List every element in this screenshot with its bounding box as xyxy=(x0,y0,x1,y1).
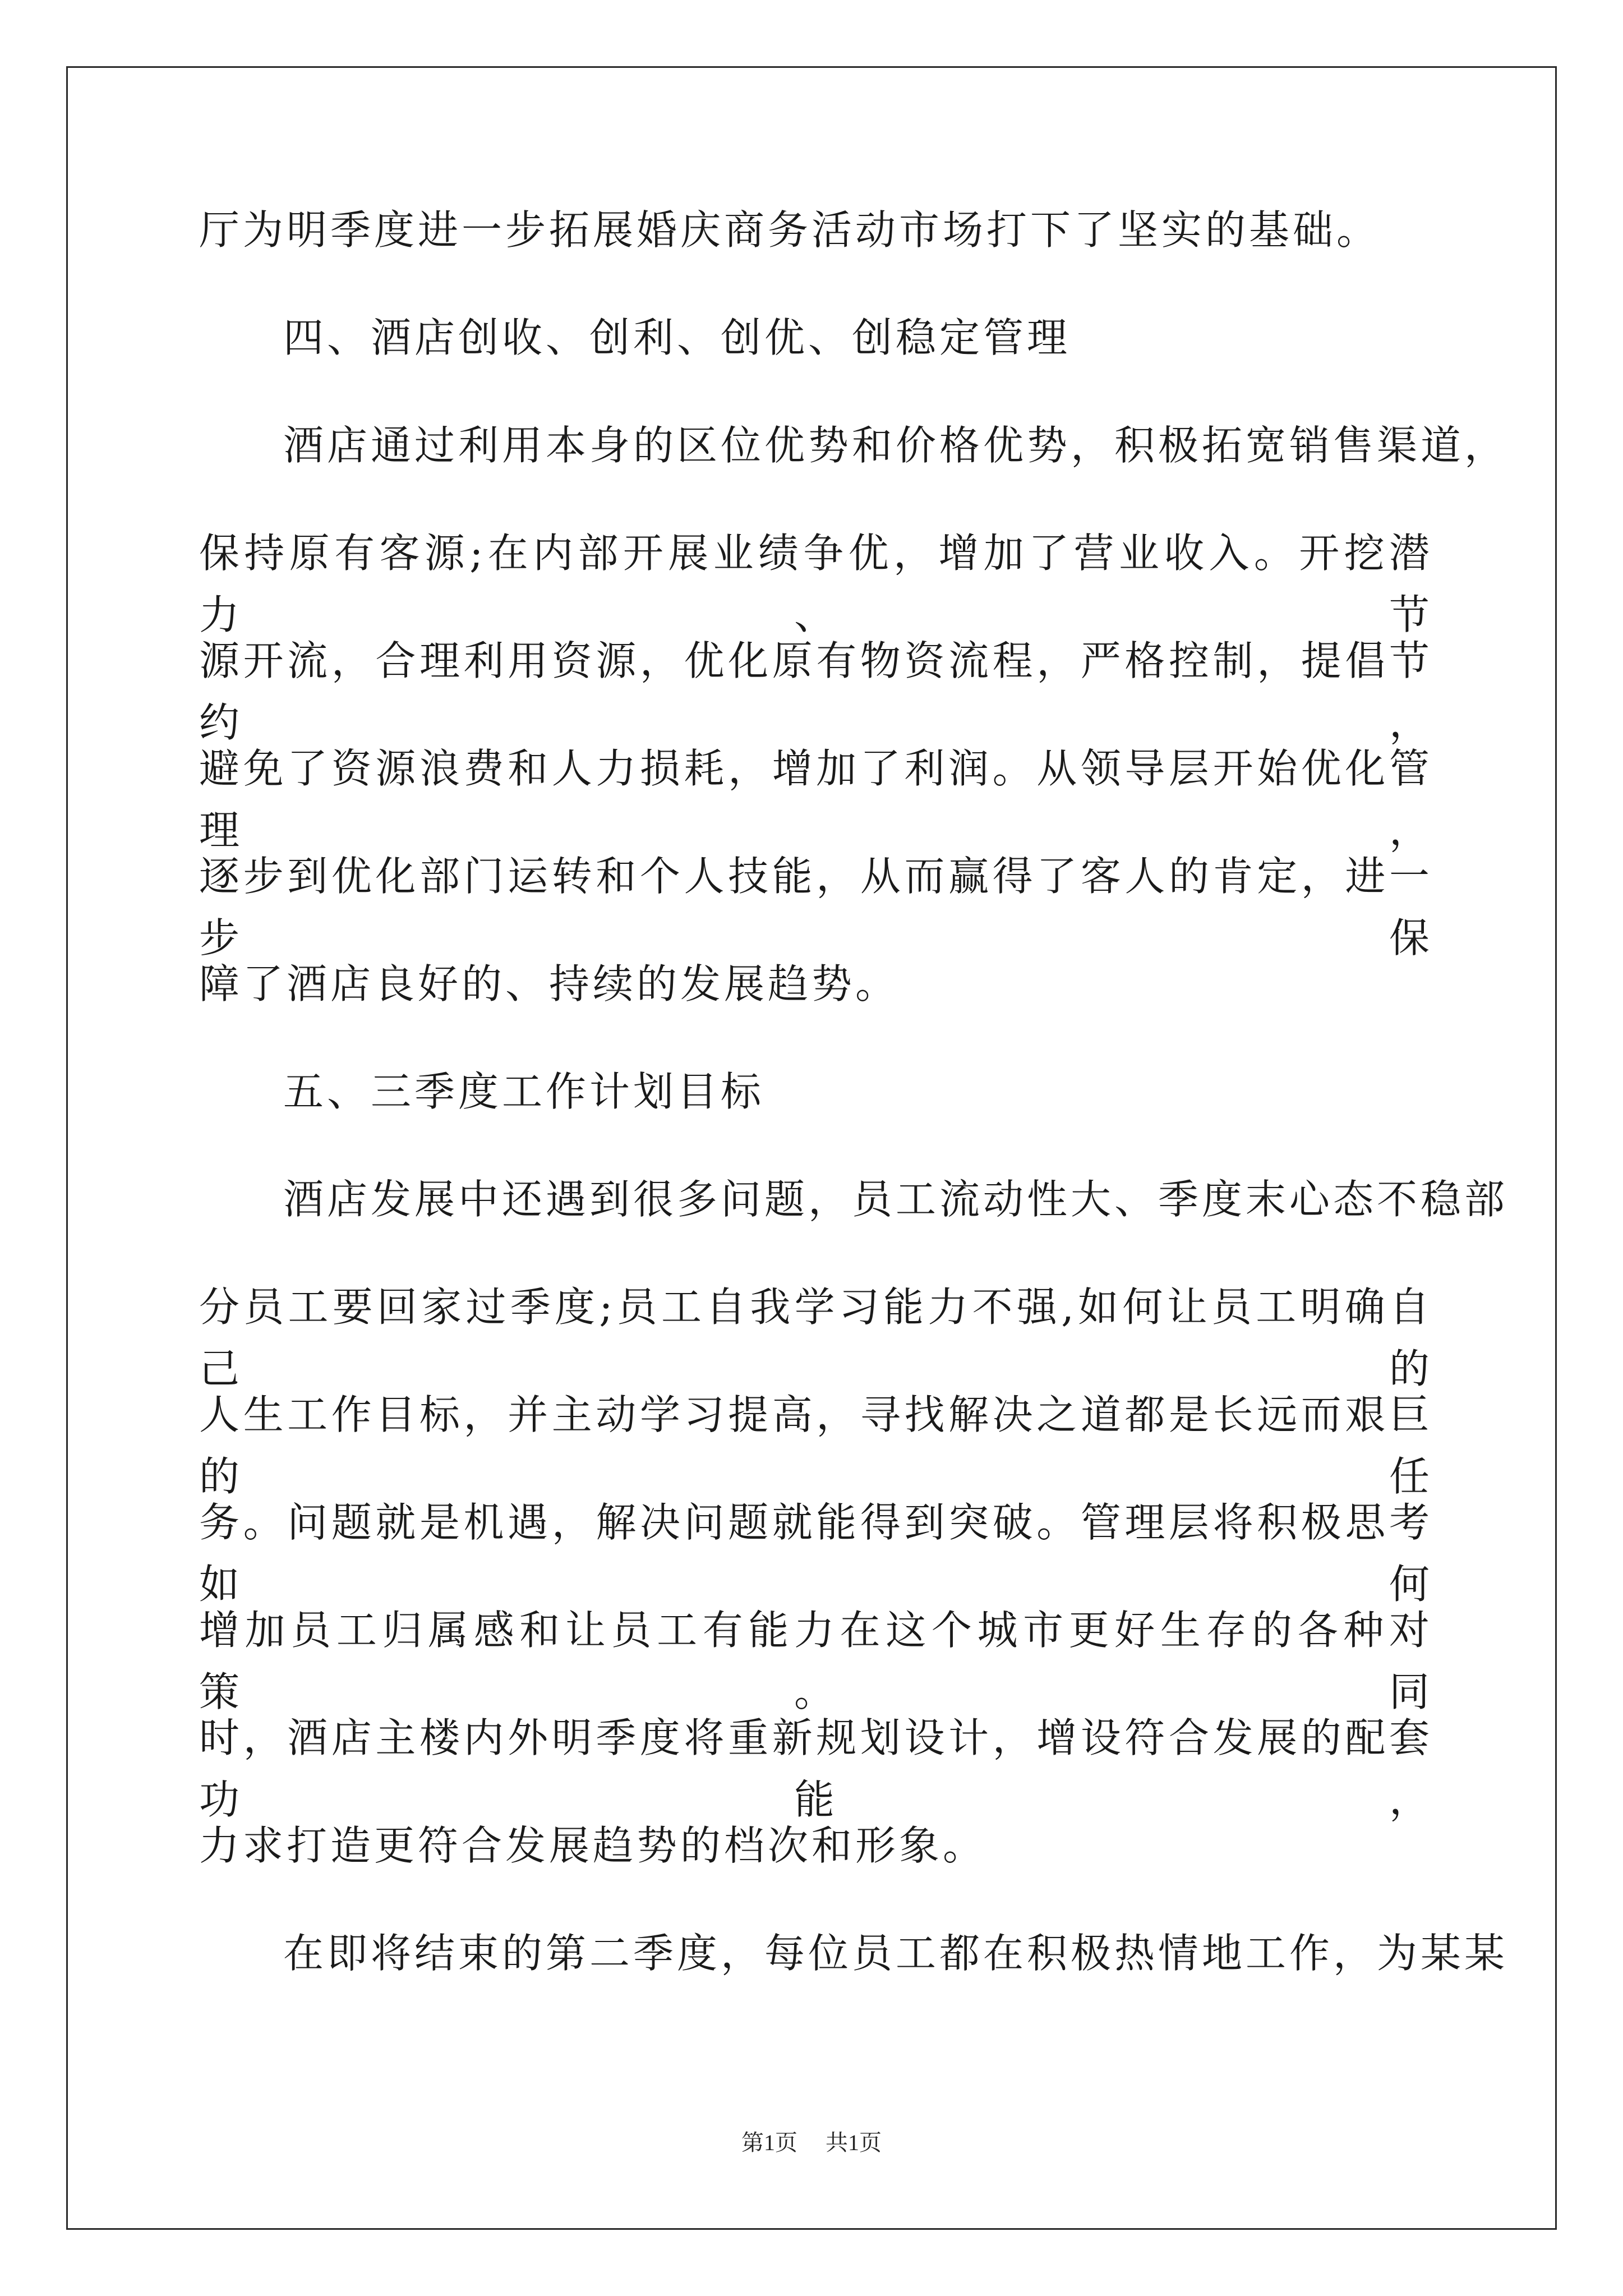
paragraph-line: 保持原有客源;在内部开展业绩争优，增加了营业收入。开挖潜力、节 xyxy=(199,530,1433,638)
page-border xyxy=(66,66,1557,2230)
paragraph-line: 分员工要回家过季度;员工自我学习能力不强,如何让员工明确自己的 xyxy=(199,1283,1433,1392)
paragraph-line: 时，酒店主楼内外明季度将重新规划设计，增设符合发展的配套功能， xyxy=(199,1714,1433,1823)
paragraph-line: 务。问题就是机遇，解决问题就能得到突破。管理层将积极思考如何 xyxy=(199,1499,1433,1608)
paragraph-line: 酒店通过利用本身的区位优势和价格优势，积极拓宽销售渠道， xyxy=(283,422,1509,469)
paragraph-line: 逐步到优化部门运转和个人技能，从而赢得了客人的肯定，进一步保 xyxy=(199,853,1433,961)
paragraph-line: 人生工作目标，并主动学习提高，寻找解决之道都是长远而艰巨的任 xyxy=(199,1391,1433,1500)
section-heading: 五、三季度工作计划目标 xyxy=(283,1068,765,1115)
section-heading: 四、酒店创收、创利、创优、创稳定管理 xyxy=(283,314,1071,361)
paragraph-line: 在即将结束的第二季度，每位员工都在积极热情地工作，为某某 xyxy=(283,1930,1509,1977)
paragraph-line: 力求打造更符合发展趋势的档次和形象。 xyxy=(199,1822,987,1869)
paragraph-line: 酒店发展中还遇到很多问题，员工流动性大、季度末心态不稳部 xyxy=(283,1176,1509,1223)
paragraph-line: 障了酒店良好的、持续的发展趋势。 xyxy=(199,960,900,1007)
paragraph-line: 避免了资源浪费和人力损耗，增加了利润。从领导层开始优化管理， xyxy=(199,745,1433,854)
page-footer xyxy=(0,2126,1623,2160)
paragraph-line: 源开流，合理利用资源，优化原有物资流程，严格控制，提倡节约， xyxy=(199,637,1433,746)
paragraph-line: 增加员工归属感和让员工有能力在这个城市更好生存的各种对策。同 xyxy=(199,1607,1433,1715)
paragraph-line: 厅为明季度进一步拓展婚庆商务活动市场打下了坚实的基础。 xyxy=(199,206,1381,254)
page-number-total: 共1页 xyxy=(826,2130,882,2155)
page-number-current: 第1页 xyxy=(741,2130,797,2155)
